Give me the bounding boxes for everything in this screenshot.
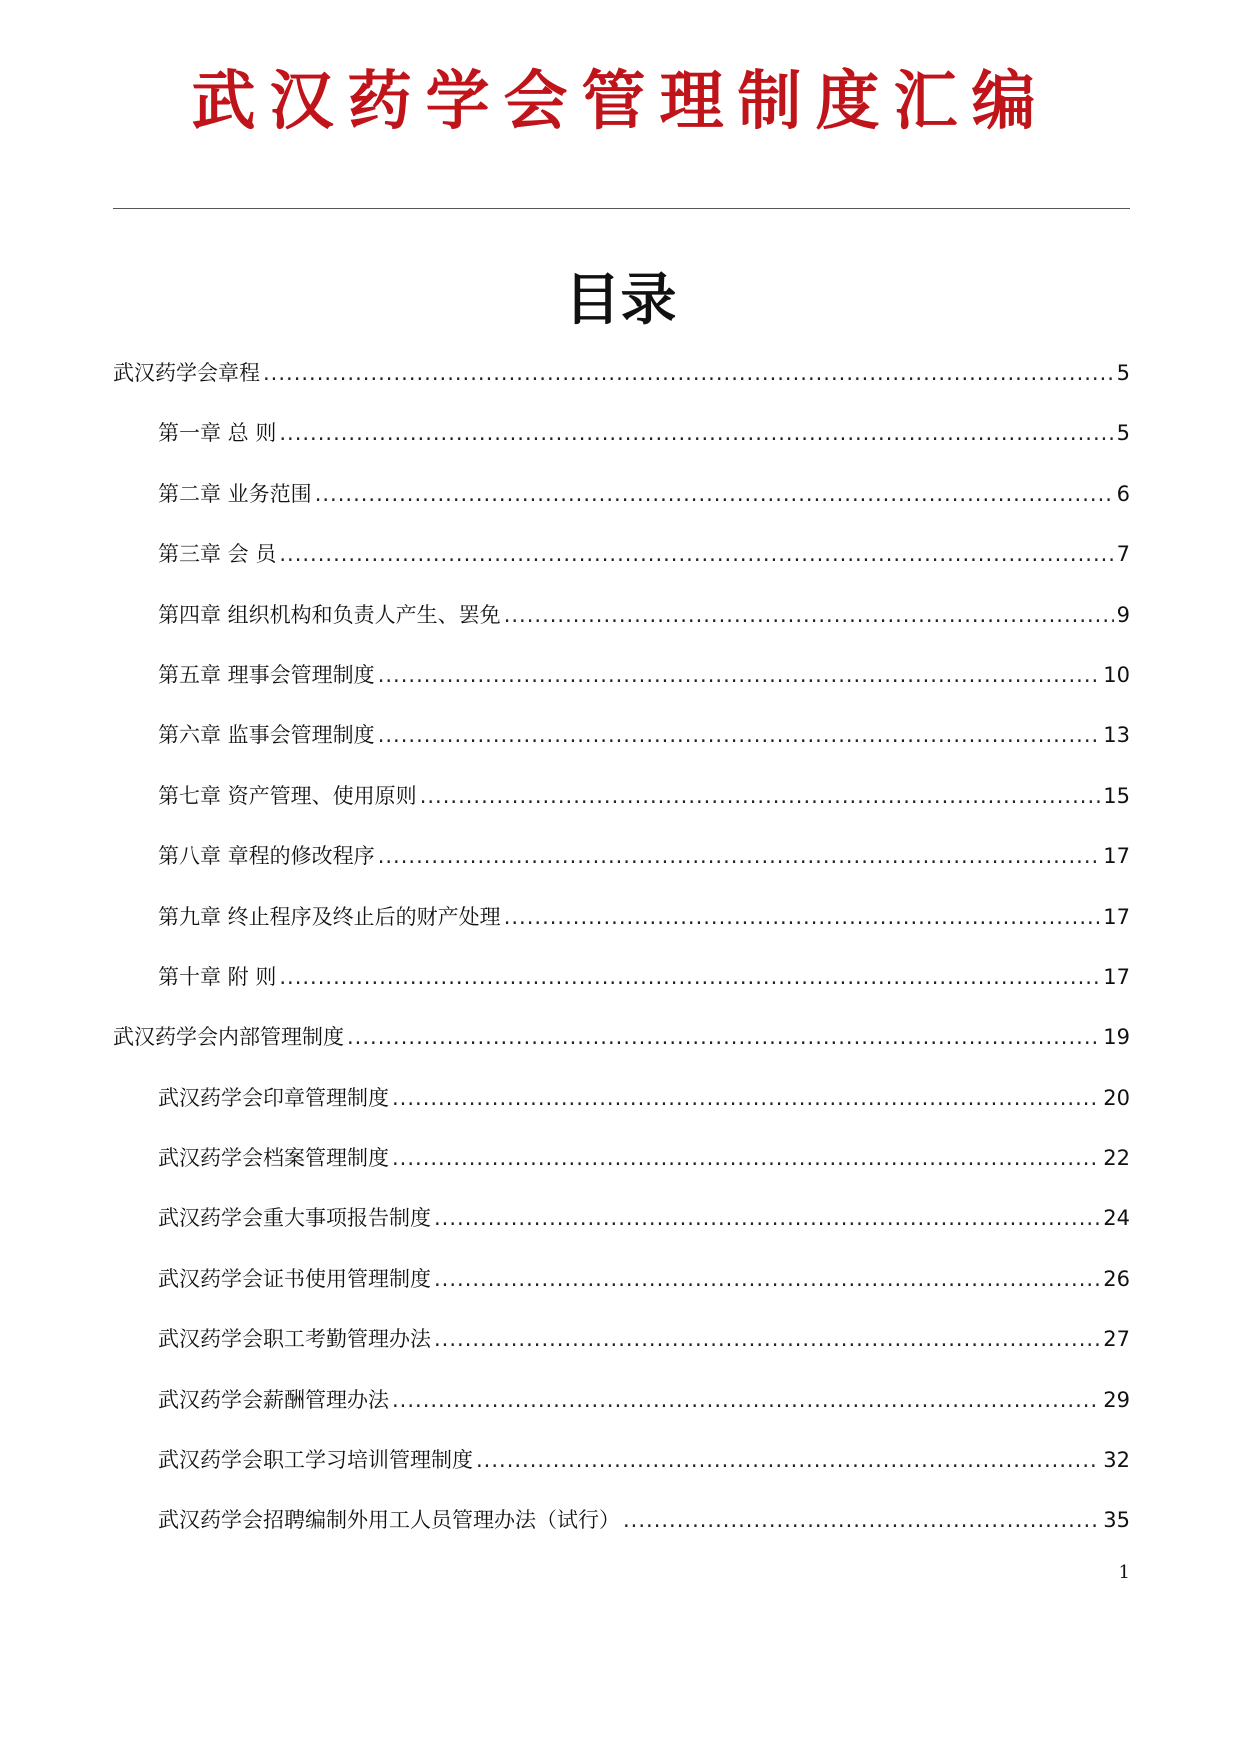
toc-entry-title: 武汉药学会招聘编制外用工人员管理办法（试行）	[158, 1508, 620, 1533]
toc-entry-page: 27	[1103, 1327, 1130, 1352]
toc-entry-title: 武汉药学会重大事项报告制度	[158, 1206, 431, 1231]
toc-entry-title: 武汉药学会档案管理制度	[158, 1146, 389, 1171]
toc-dot-leader	[378, 841, 1101, 871]
toc-entry-page: 10	[1103, 662, 1130, 687]
toc-entry-title: 第五章 理事会管理制度	[158, 662, 375, 687]
toc-entry[interactable]	[113, 600, 1130, 660]
toc-entry-page: 13	[1103, 723, 1130, 748]
toc-entry-title: 武汉药学会章程	[113, 361, 260, 385]
toc-entry-title: 第九章 终止程序及终止后的财产处理	[158, 904, 501, 929]
toc-entry-page: 26	[1103, 1266, 1130, 1291]
document-title: 武汉药学会管理制度汇编	[191, 64, 1050, 139]
toc-entry-title: 武汉药学会职工学习培训管理制度	[158, 1448, 473, 1473]
toc-dot-leader	[279, 962, 1100, 992]
table-of-contents	[113, 358, 1130, 1566]
toc-entry[interactable]	[113, 1022, 1130, 1082]
toc-dot-leader	[623, 1505, 1100, 1535]
toc-entry-title: 武汉药学会薪酬管理办法	[158, 1387, 389, 1412]
toc-entry-title: 第七章 资产管理、使用原则	[158, 783, 417, 808]
toc-entry-page: 20	[1103, 1085, 1130, 1110]
toc-dot-leader	[434, 1324, 1100, 1354]
toc-entry[interactable]	[113, 539, 1130, 599]
toc-entry[interactable]	[113, 660, 1130, 720]
toc-dot-leader	[392, 1083, 1100, 1113]
toc-heading: 目录	[564, 268, 677, 333]
toc-entry[interactable]	[113, 479, 1130, 539]
toc-entry-title: 武汉药学会证书使用管理制度	[158, 1266, 431, 1291]
toc-dot-leader	[378, 660, 1101, 690]
toc-dot-leader	[263, 358, 1114, 388]
title-divider	[113, 208, 1130, 209]
toc-dot-leader	[279, 539, 1113, 569]
toc-entry[interactable]	[113, 1385, 1130, 1445]
toc-dot-leader	[315, 479, 1114, 509]
toc-entry[interactable]	[113, 1445, 1130, 1505]
toc-entry-title: 第一章 总 则	[158, 421, 277, 446]
toc-entry[interactable]	[113, 841, 1130, 901]
toc-dot-leader	[434, 1203, 1100, 1233]
toc-entry-page: 22	[1103, 1146, 1130, 1171]
toc-entry[interactable]	[113, 1143, 1130, 1203]
toc-entry-title: 武汉药学会内部管理制度	[113, 1025, 344, 1050]
toc-entry-page: 17	[1103, 844, 1130, 869]
toc-entry-page: 17	[1103, 904, 1130, 929]
toc-entry-page: 17	[1103, 964, 1130, 989]
toc-entry-title: 武汉药学会职工考勤管理办法	[158, 1327, 431, 1352]
toc-entry-page: 6	[1116, 481, 1130, 506]
toc-entry[interactable]	[113, 1505, 1130, 1565]
toc-dot-leader	[504, 600, 1114, 630]
toc-dot-leader	[392, 1385, 1100, 1415]
toc-entry-page: 7	[1116, 542, 1130, 567]
toc-entry[interactable]	[113, 781, 1130, 841]
toc-entry-title: 武汉药学会印章管理制度	[158, 1085, 389, 1110]
toc-dot-leader	[392, 1143, 1100, 1173]
toc-dot-leader	[504, 902, 1101, 932]
toc-entry-title: 第三章 会 员	[158, 542, 277, 567]
toc-dot-leader	[420, 781, 1101, 811]
toc-entry[interactable]	[113, 720, 1130, 780]
toc-entry-page: 5	[1116, 361, 1130, 385]
toc-entry-title: 第四章 组织机构和负责人产生、罢免	[158, 602, 501, 627]
toc-entry[interactable]	[113, 1264, 1130, 1324]
toc-dot-leader	[279, 418, 1113, 448]
toc-entry[interactable]	[113, 1324, 1130, 1384]
toc-dot-leader	[347, 1022, 1100, 1052]
toc-entry-title: 第八章 章程的修改程序	[158, 844, 375, 869]
toc-entry-page: 24	[1103, 1206, 1130, 1231]
toc-entry-title: 第六章 监事会管理制度	[158, 723, 375, 748]
toc-entry-page: 5	[1116, 421, 1130, 446]
toc-dot-leader	[476, 1445, 1100, 1475]
toc-entry-page: 29	[1103, 1387, 1130, 1412]
toc-entry-page: 9	[1116, 602, 1130, 627]
toc-entry[interactable]	[113, 962, 1130, 1022]
toc-dot-leader	[434, 1264, 1100, 1294]
toc-entry[interactable]	[113, 1083, 1130, 1143]
toc-entry-title: 第十章 附 则	[158, 964, 277, 989]
toc-entry[interactable]	[113, 1203, 1130, 1263]
toc-entry[interactable]	[113, 358, 1130, 418]
toc-entry[interactable]	[113, 902, 1130, 962]
page-number: 1	[1118, 1562, 1130, 1583]
toc-entry-page: 35	[1103, 1508, 1130, 1533]
toc-entry-title: 第二章 业务范围	[158, 481, 312, 506]
toc-entry-page: 19	[1103, 1025, 1130, 1050]
toc-dot-leader	[378, 720, 1101, 750]
toc-entry[interactable]	[113, 418, 1130, 478]
toc-entry-page: 15	[1103, 783, 1130, 808]
toc-entry-page: 32	[1103, 1448, 1130, 1473]
